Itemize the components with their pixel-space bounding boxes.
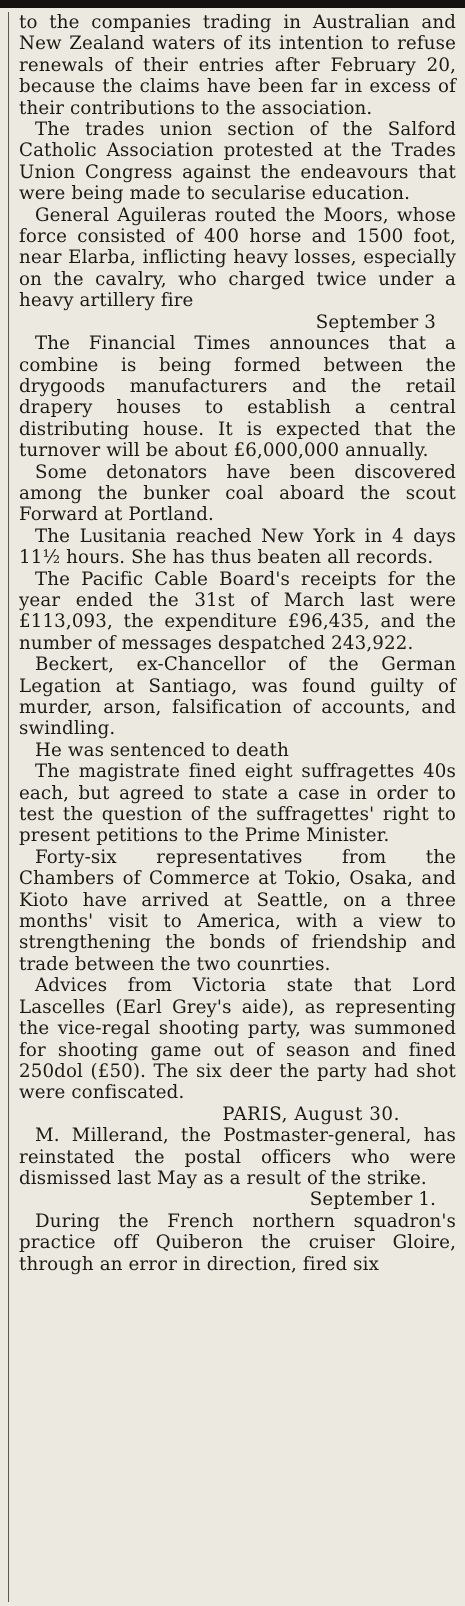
paragraph-millerand: M. Millerand, the Postmaster-general, has reinstated the postal officers who were dismissed last May as a result of the strike. <box>19 1125 456 1189</box>
paragraph-salford-catholic: The trades union section of the Salford Catholic Association protested at the Trades Union Congress against the endeavours that were being made to secularise education. <box>19 119 456 205</box>
paragraph-lusitania: The Lusitania reached New York in 4 days 11½ hours. She has thus beaten all records. <box>19 525 456 569</box>
paragraph-pacific-cable: The Pacific Cable Board's receipts for the year ended the 31st of March last were £113,093, the expenditure £96,435, and the number of messages despatched 243,922. <box>19 568 456 654</box>
dateline-september-3: September 3 <box>315 311 436 333</box>
paragraph-detonators: Some detonators have been discovered among the bunker coal aboard the scout Forward at Portland. <box>19 461 456 526</box>
paragraph-french-squadron: During the French northern squadron's practice off Quiberon the cruiser Gloire, through an error in direction, fired six <box>19 1210 456 1275</box>
paragraph-association-claims: to the companies trading in Australian and New Zealand waters of its intention to refuse renewals of their entries after February 20, because the claims have been far in excess of their contributions to the association. <box>19 12 456 119</box>
paragraph-sentenced: He was sentenced to death <box>35 739 289 761</box>
dateline-paris-august-30: PARIS, August 30. <box>222 1103 400 1125</box>
paragraph-aguileras-moors: General Aguileras routed the Moors, whose force consisted of 400 horse and 1500 foot, near Elarba, inflicting heavy losses, especially on the cavalry, who charged twice under a heavy artillery fire <box>19 204 456 312</box>
paragraph-chambers-commerce: Forty-six representatives from the Chambers of Commerce at Tokio, Osaka, and Kioto have arrived at Seattle, on a three months' visit to America, with a view to strengthening the bonds of friendship and trade between the two counrties. <box>19 846 456 975</box>
paragraph-financial-times: The Financial Times announces that a combine is being formed between the drygoods manufacturers and the retail drapery houses to establish a central distributing house. It is expected that the turnover will be about £6,000,000 annually. <box>19 333 456 462</box>
paragraph-beckert: Beckert, ex-Chancellor of the German Legation at Santiago, was found guilty of murder, arson, falsification of accounts, and swindling. <box>19 654 456 740</box>
top-rule <box>0 0 465 8</box>
newspaper-column <box>8 12 456 1602</box>
paragraph-suffragettes: The magistrate fined eight suffragettes 40s each, but agreed to state a case in order to test the question of the suffragettes' right to present petitions to the Prime Minister. <box>19 761 456 847</box>
paragraph-lord-lascelles: Advices from Victoria state that Lord Lascelles (Earl Grey's aide), as representing the vice-regal shooting party, was summoned for shooting game out of season and fined 250dol (£50). The six deer the party had shot were confiscated. <box>19 975 456 1104</box>
dateline-september-1: September 1. <box>309 1189 436 1211</box>
